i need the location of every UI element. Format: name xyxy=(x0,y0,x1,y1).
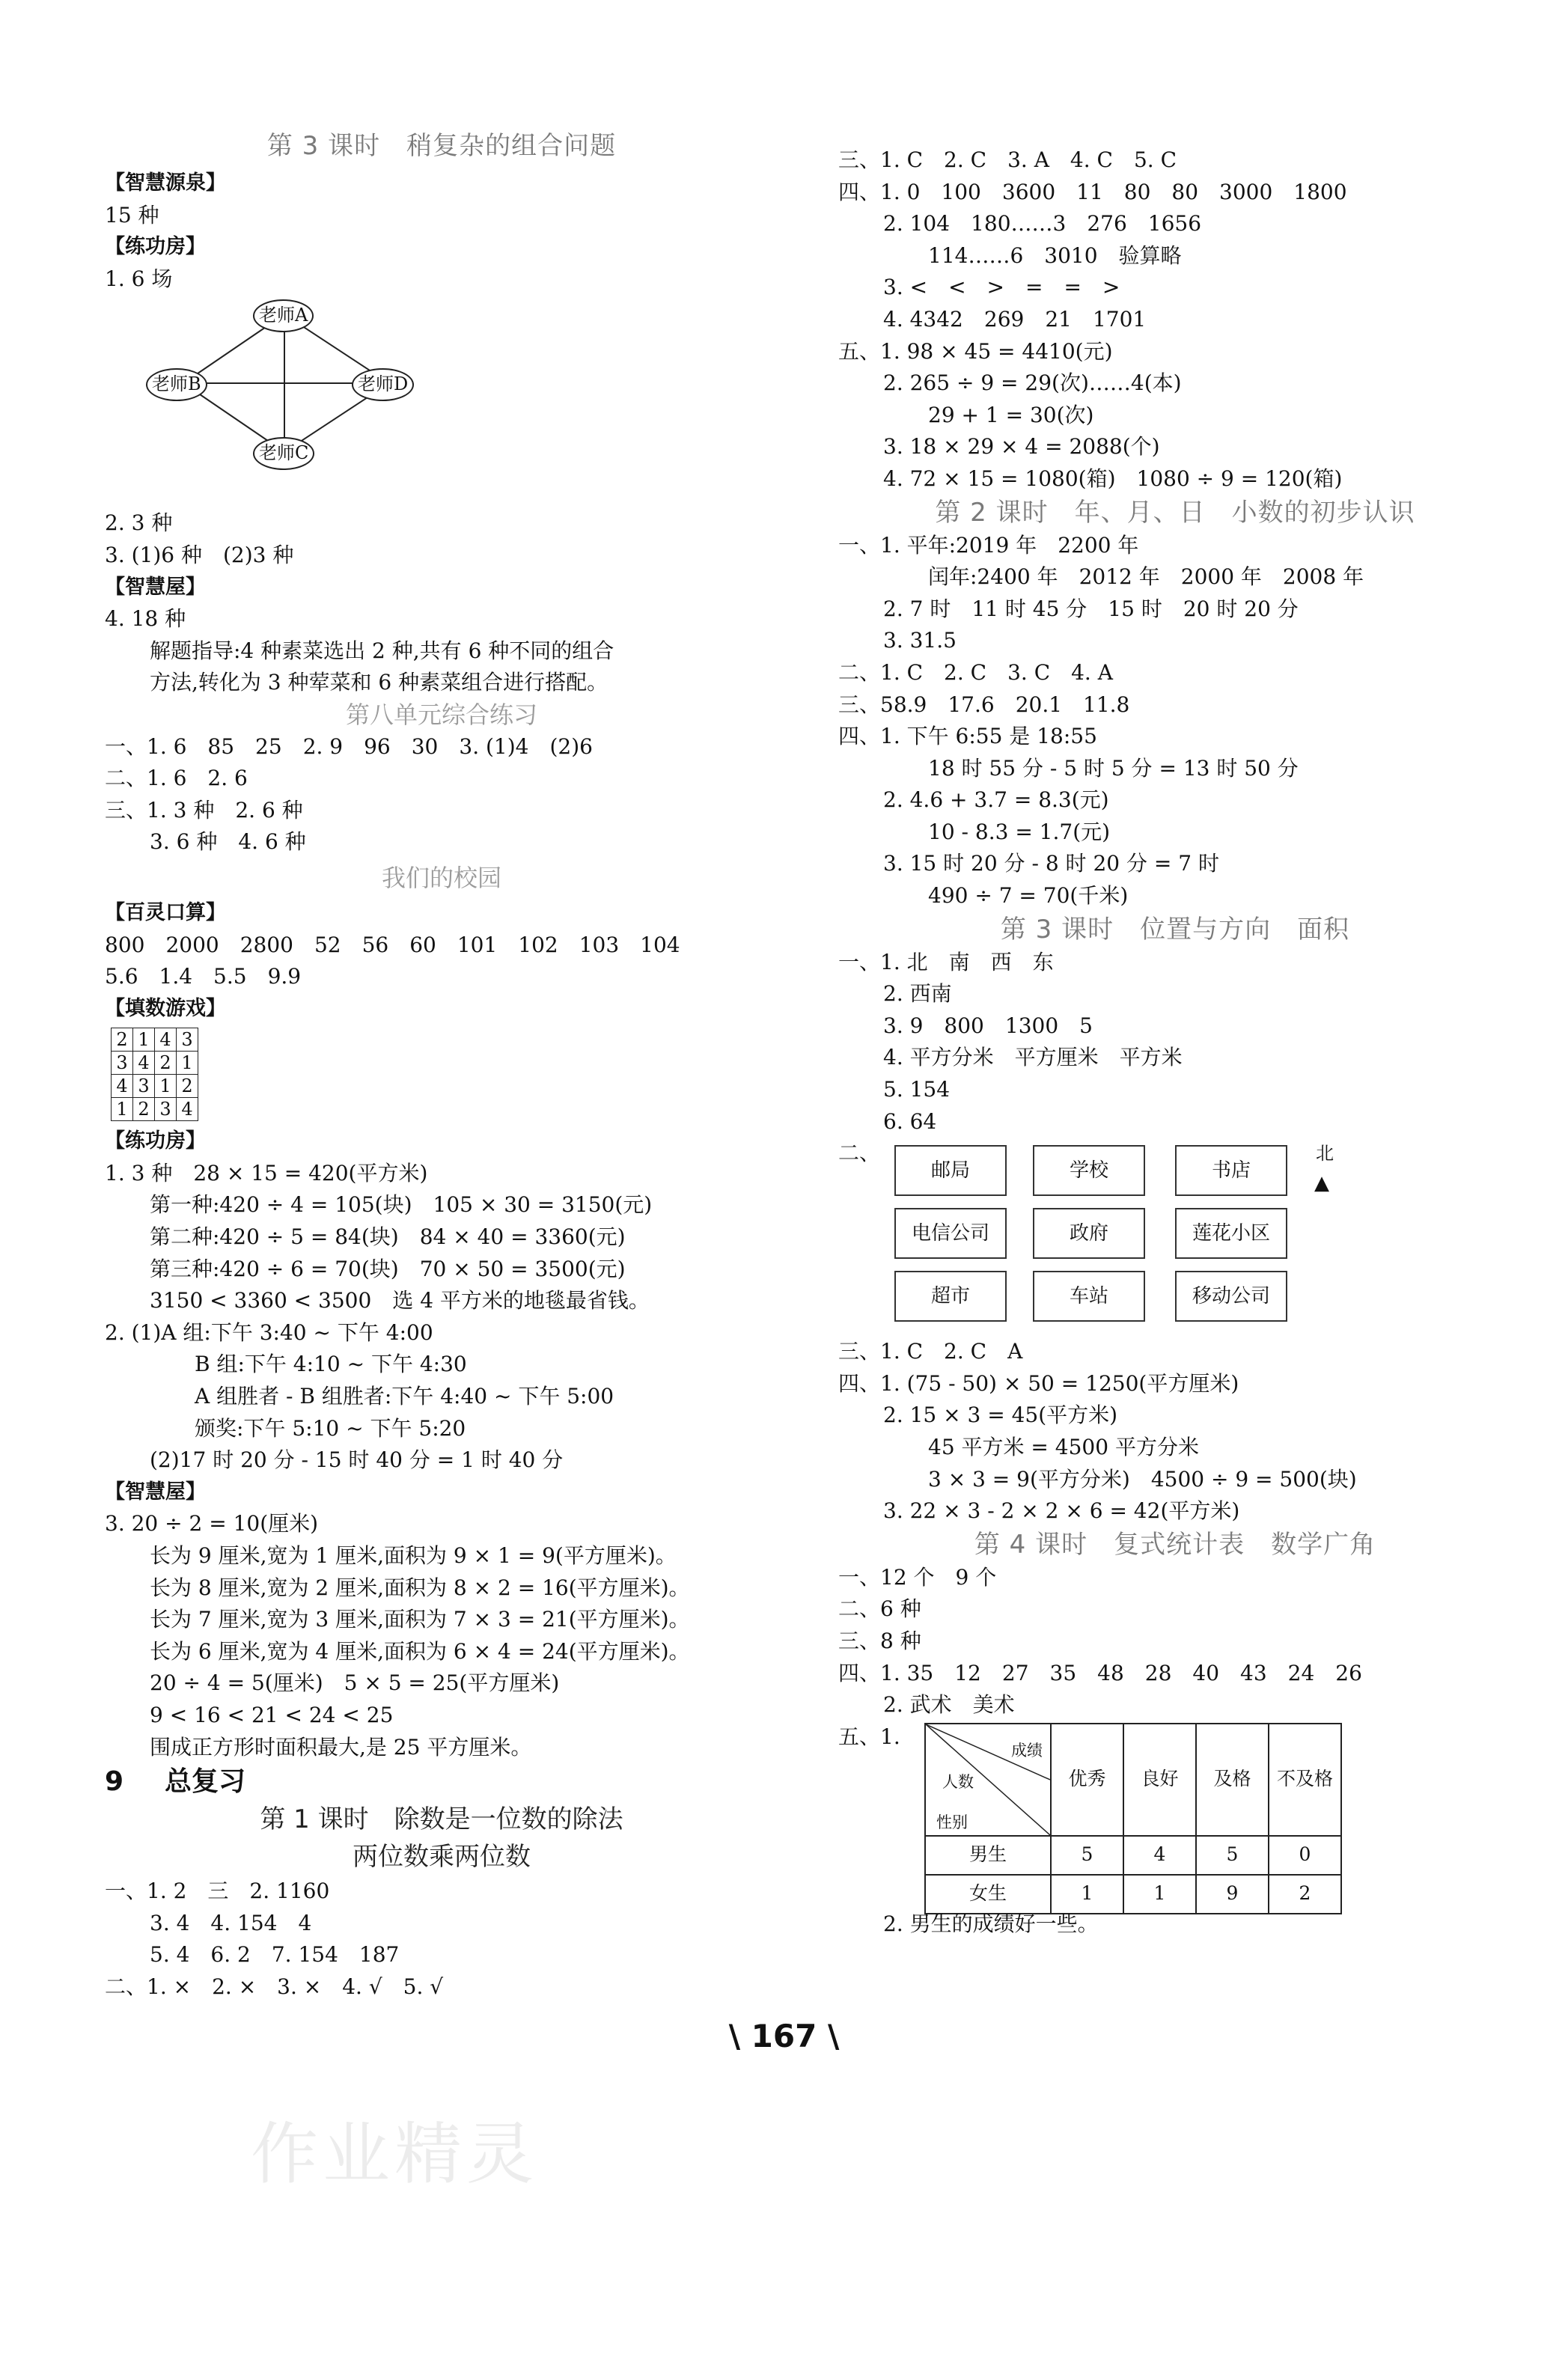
answer-line: 四、1. (75 - 50) × 50 = 1250(平方厘米) xyxy=(838,1370,1239,1396)
answer-line: 3. 31.5 xyxy=(883,628,957,653)
grid-cell: 1 xyxy=(155,1075,177,1098)
lesson-title: 第 4 课时 复式统计表 数学广角 xyxy=(974,1529,1376,1560)
answer-line: 长为 8 厘米,宽为 2 厘米,面积为 8 × 2 = 16(平方厘米)。 xyxy=(150,1575,690,1600)
answer-line: 9 < 16 < 21 < 24 < 25 xyxy=(150,1702,394,1727)
answer-line: 6. 64 xyxy=(883,1108,937,1134)
section-label: 【智慧屋】 xyxy=(105,575,206,599)
grid-cell: 4 xyxy=(177,1098,198,1121)
answer-line: 4. 72 × 15 = 1080(箱) 1080 ÷ 9 = 120(箱) xyxy=(883,466,1343,491)
answer-line: 二、1. C 2. C 3. C 4. A xyxy=(838,659,1113,685)
map-cell: 电信公司 xyxy=(894,1208,1007,1259)
answer-line: 4. 4342 269 21 1701 xyxy=(883,306,1147,332)
row-label: 男生 xyxy=(925,1836,1051,1875)
answer-line: 三、8 种 xyxy=(838,1628,921,1653)
map-cell: 超市 xyxy=(894,1271,1007,1322)
map-cell: 书店 xyxy=(1175,1145,1287,1196)
answer-line: 3. 9 800 1300 5 xyxy=(883,1013,1093,1038)
answer-line: 一、1. 6 85 25 2. 9 96 30 3. (1)4 (2)6 xyxy=(105,733,593,759)
diag-label-mid: 人数 xyxy=(942,1772,974,1791)
section-label: 【智慧屋】 xyxy=(105,1480,206,1504)
unit-title: 第八单元综合练习 xyxy=(345,700,537,729)
answer-line: 5. 154 xyxy=(883,1077,951,1102)
graph-node-d: 老师D xyxy=(352,368,414,401)
number-grid xyxy=(111,1028,198,1121)
answer-line: A 组胜者 - B 组胜者:下午 4:40 ~ 下午 5:00 xyxy=(195,1384,614,1409)
answer-line: 20 ÷ 4 = 5(厘米) 5 × 5 = 25(平方厘米) xyxy=(150,1670,560,1696)
section-label: 【百灵口算】 xyxy=(105,900,226,924)
table-cell: 4 xyxy=(1123,1836,1196,1875)
location-map xyxy=(838,1138,1512,1336)
stats-block xyxy=(838,1721,1512,1908)
answer-line: 3. 18 × 29 × 4 = 2088(个) xyxy=(883,434,1160,460)
left-column xyxy=(105,0,778,2004)
question-prefix: 二、 xyxy=(838,1141,881,1166)
answer-line: 二、1. × 2. × 3. × 4. √ 5. √ xyxy=(105,1974,444,1999)
table-cell: 9 xyxy=(1196,1875,1269,1914)
answer-line: 四、1. 0 100 3600 11 80 80 3000 1800 xyxy=(838,179,1347,204)
grid-cell: 4 xyxy=(133,1052,155,1075)
answer-line: 5.6 1.4 5.5 9.9 xyxy=(105,964,302,989)
graph-node-b: 老师B xyxy=(146,368,207,401)
answer-line: 2. 7 时 11 时 45 分 15 时 20 时 20 分 xyxy=(883,596,1299,621)
section-label: 【练功房】 xyxy=(105,235,206,259)
answer-line: 一、1. 平年:2019 年 2200 年 xyxy=(838,532,1139,558)
answer-line: 三、1. C 2. C A xyxy=(838,1339,1023,1364)
lesson-title: 第 1 课时 除数是一位数的除法 xyxy=(260,1804,623,1835)
right-column xyxy=(838,0,1512,1940)
map-cell: 政府 xyxy=(1033,1208,1145,1259)
answer-line: 3. 4 4. 154 4 xyxy=(150,1910,312,1935)
map-cell: 移动公司 xyxy=(1175,1271,1287,1322)
grid-cell: 2 xyxy=(133,1098,155,1121)
answer-line: 18 时 55 分 - 5 时 5 分 = 13 时 50 分 xyxy=(928,755,1299,781)
answer-line: 三、58.9 17.6 20.1 11.8 xyxy=(838,692,1130,717)
answer-line: 长为 7 厘米,宽为 3 厘米,面积为 7 × 3 = 21(平方厘米)。 xyxy=(150,1607,690,1632)
answer-line: 2. 武术 美术 xyxy=(883,1692,1015,1718)
table-cell: 5 xyxy=(1051,1836,1123,1875)
map-cell: 学校 xyxy=(1033,1145,1145,1196)
answer-line: 3. (1)6 种 (2)3 种 xyxy=(105,542,294,567)
grid-cell: 1 xyxy=(112,1098,133,1121)
north-label: 北 xyxy=(1316,1143,1334,1165)
teacher-match-graph xyxy=(105,295,778,507)
diag-label-top: 成绩 xyxy=(1011,1741,1043,1760)
table-cell: 5 xyxy=(1196,1836,1269,1875)
graph-node-a: 老师A xyxy=(253,299,314,332)
watermark: 作业精灵 xyxy=(251,2115,538,2194)
answer-line: 4. 18 种 xyxy=(105,606,186,632)
table-header: 不及格 xyxy=(1269,1724,1341,1836)
table-row xyxy=(925,1836,1341,1875)
map-cell: 邮局 xyxy=(894,1145,1007,1196)
answer-line: 一、1. 2 三 2. 1160 xyxy=(105,1879,330,1904)
grid-cell: 3 xyxy=(112,1052,133,1075)
grid-cell: 2 xyxy=(177,1075,198,1098)
answer-line: 3150 < 3360 < 3500 选 4 平方米的地毯最省钱。 xyxy=(150,1288,650,1313)
answer-line: 第一种:420 ÷ 4 = 105(块) 105 × 30 = 3150(元) xyxy=(150,1192,653,1218)
answer-line: 2. 104 180……3 276 1656 xyxy=(883,211,1202,236)
table-cell: 1 xyxy=(1123,1875,1196,1914)
answer-line: 二、6 种 xyxy=(838,1596,921,1622)
table-header: 及格 xyxy=(1196,1724,1269,1836)
answer-line: 闰年:2400 年 2012 年 2000 年 2008 年 xyxy=(928,564,1364,590)
answer-line: 3. 15 时 20 分 - 8 时 20 分 = 7 时 xyxy=(883,851,1219,876)
answer-line: 2. 男生的成绩好一些。 xyxy=(883,1911,1099,1936)
lesson-title: 第 3 课时 稍复杂的组合问题 xyxy=(266,131,617,161)
answer-line: 2. 西南 xyxy=(883,981,952,1007)
answer-line: (2)17 时 20 分 - 15 时 40 分 = 1 时 40 分 xyxy=(150,1447,564,1473)
section-label: 【填数游戏】 xyxy=(105,996,226,1020)
table-cell: 2 xyxy=(1269,1875,1341,1914)
answer-line: 3. 20 ÷ 2 = 10(厘米) xyxy=(105,1511,319,1536)
graph-node-c: 老师C xyxy=(253,437,314,470)
chapter-title: 总复习 xyxy=(165,1766,246,1798)
answer-line: 3. < < > = = > xyxy=(883,275,1120,300)
answer-line: 2. 15 × 3 = 45(平方米) xyxy=(883,1403,1118,1428)
answer-line: 1. 6 场 xyxy=(105,266,173,291)
table-header: 良好 xyxy=(1123,1724,1196,1836)
grid-cell: 2 xyxy=(155,1052,177,1075)
answer-line: 第二种:420 ÷ 5 = 84(块) 84 × 40 = 3360(元) xyxy=(150,1224,626,1250)
answer-line: 114……6 3010 验算略 xyxy=(928,242,1182,268)
grid-cell: 3 xyxy=(155,1098,177,1121)
answer-line: 四、1. 下午 6:55 是 18:55 xyxy=(838,724,1097,749)
grid-cell: 3 xyxy=(177,1028,198,1052)
unit-title: 我们的校园 xyxy=(381,863,501,892)
chapter-heading xyxy=(105,1763,778,1801)
lesson-subtitle: 两位数乘两位数 xyxy=(353,1842,531,1873)
answer-line: B 组:下午 4:10 ~ 下午 4:30 xyxy=(195,1352,467,1377)
answer-line: 2. 3 种 xyxy=(105,510,173,536)
grid-cell: 3 xyxy=(133,1075,155,1098)
section-label: 【智慧源泉】 xyxy=(105,171,226,195)
answer-line: 解题指导:4 种素菜选出 2 种,共有 6 种不同的组合 xyxy=(150,638,614,663)
answer-line: 3 × 3 = 9(平方分米) 4500 ÷ 9 = 500(块) xyxy=(928,1466,1357,1492)
section-label: 【练功房】 xyxy=(105,1129,206,1153)
answer-line: 1. 3 种 28 × 15 = 420(平方米) xyxy=(105,1160,428,1185)
answer-line: 2. (1)A 组:下午 3:40 ~ 下午 4:00 xyxy=(105,1319,433,1345)
answer-line: 五、1. 98 × 45 = 4410(元) xyxy=(838,338,1113,364)
answer-line: 10 - 8.3 = 1.7(元) xyxy=(928,819,1111,844)
answer-line: 2. 4.6 + 3.7 = 8.3(元) xyxy=(883,787,1109,813)
diagonal-header xyxy=(925,1724,1051,1836)
table-cell: 1 xyxy=(1051,1875,1123,1914)
answer-line: 2. 265 ÷ 9 = 29(次)……4(本) xyxy=(883,370,1182,396)
answer-line: 长为 6 厘米,宽为 4 厘米,面积为 6 × 4 = 24(平方厘米)。 xyxy=(150,1638,690,1664)
diag-label-bot: 性别 xyxy=(936,1813,968,1831)
answer-line: 长为 9 厘米,宽为 1 厘米,面积为 9 × 1 = 9(平方厘米)。 xyxy=(150,1543,677,1568)
answer-line: 颁奖:下午 5:10 ~ 下午 5:20 xyxy=(195,1415,466,1441)
answer-line: 方法,转化为 3 种荤菜和 6 种素菜组合进行搭配。 xyxy=(150,670,608,695)
map-cell: 莲花小区 xyxy=(1175,1208,1287,1259)
stats-table xyxy=(924,1723,1342,1914)
answer-line: 29 + 1 = 30(次) xyxy=(928,402,1094,427)
answer-line: 一、12 个 9 个 xyxy=(838,1564,997,1590)
table-cell: 0 xyxy=(1269,1836,1341,1875)
map-cell: 车站 xyxy=(1033,1271,1145,1322)
lesson-title: 第 3 课时 位置与方向 面积 xyxy=(1000,914,1350,944)
grid-cell: 4 xyxy=(112,1075,133,1098)
lesson-title: 第 2 课时 年、月、日 小数的初步认识 xyxy=(935,497,1415,528)
answer-line: 二、1. 6 2. 6 xyxy=(105,766,248,791)
answer-line: 3. 6 种 4. 6 种 xyxy=(150,829,306,855)
answer-line: 5. 4 6. 2 7. 154 187 xyxy=(150,1942,400,1968)
table-header: 优秀 xyxy=(1051,1724,1123,1836)
answer-line: 围成正方形时面积最大,是 25 平方厘米。 xyxy=(150,1734,532,1760)
answer-line: 四、1. 35 12 27 35 48 28 40 43 24 26 xyxy=(838,1660,1362,1685)
answer-line: 一、1. 北 南 西 东 xyxy=(838,949,1054,974)
answer-line: 3. 22 × 3 - 2 × 2 × 6 = 42(平方米) xyxy=(883,1498,1240,1524)
answer-line: 三、1. 3 种 2. 6 种 xyxy=(105,797,303,823)
chapter-number: 9 xyxy=(105,1766,124,1798)
north-arrow-icon: ▲ xyxy=(1314,1172,1329,1195)
answer-line: 第三种:420 ÷ 6 = 70(块) 70 × 50 = 3500(元) xyxy=(150,1256,626,1281)
answer-line: 800 2000 2800 52 56 60 101 102 103 104 xyxy=(105,932,680,957)
page-number: \ 167 \ xyxy=(728,2018,840,2054)
row-label: 女生 xyxy=(925,1875,1051,1914)
grid-cell: 1 xyxy=(133,1028,155,1052)
grid-cell: 1 xyxy=(177,1052,198,1075)
answer-line: 45 平方米 = 4500 平方分米 xyxy=(928,1435,1199,1459)
grid-cell: 4 xyxy=(155,1028,177,1052)
answer-line: 三、1. C 2. C 3. A 4. C 5. C xyxy=(838,147,1177,172)
answer-line: 15 种 xyxy=(105,202,159,228)
grid-cell: 2 xyxy=(112,1028,133,1052)
answer-line: 490 ÷ 7 = 70(千米) xyxy=(928,883,1129,909)
question-prefix: 五、1. xyxy=(838,1724,900,1749)
answer-line: 4. 平方分米 平方厘米 平方米 xyxy=(883,1045,1183,1070)
